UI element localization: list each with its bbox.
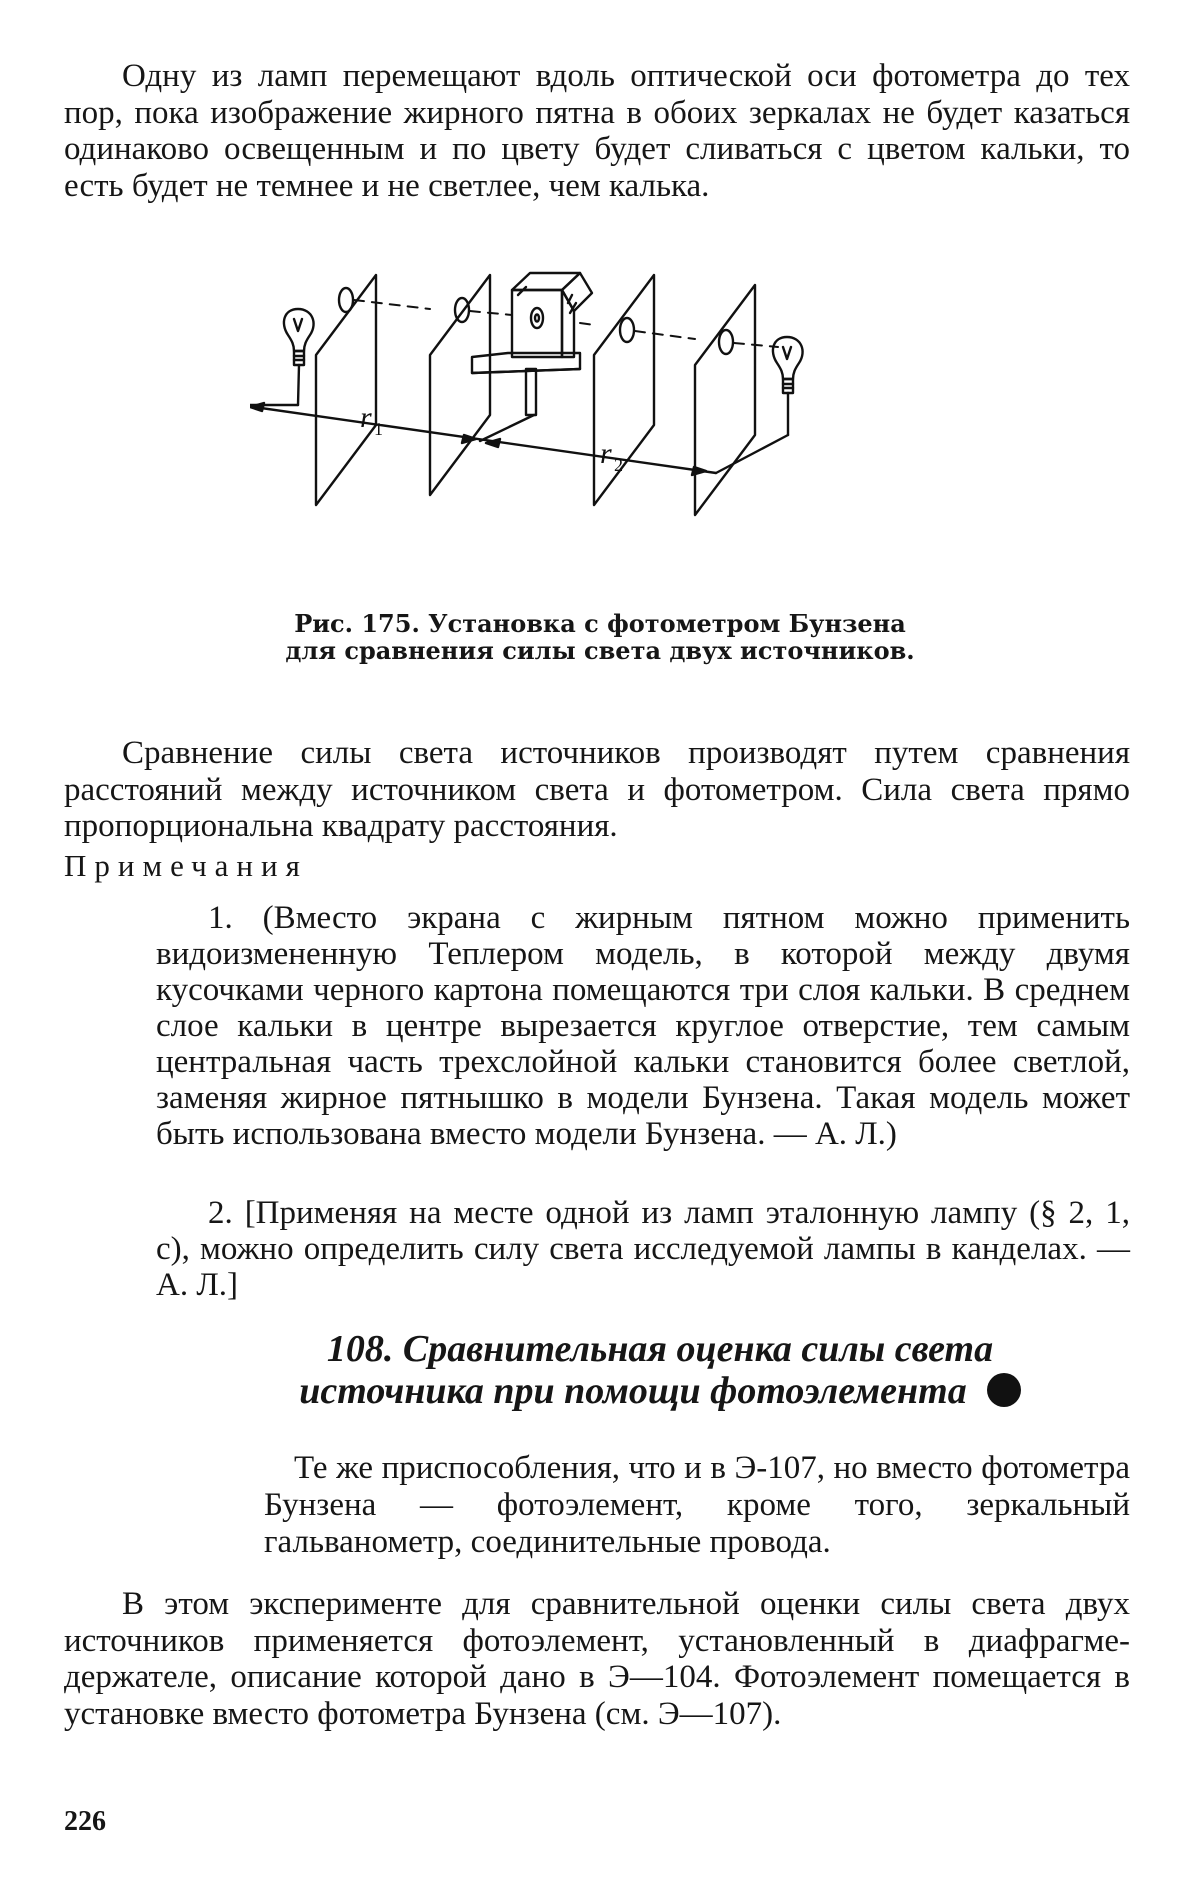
screen-3: [594, 275, 654, 505]
section-heading-line-2-text: источника при помощи фотоэлемента: [299, 1370, 966, 1412]
comparison-paragraph: Сравнение силы света источников производят путем сравнения расстояний между источником света и фотометром. Сила света прямо пропорциональна квадрату расстояния.: [64, 735, 1130, 845]
label-r2: r: [600, 437, 612, 470]
figure-caption: [250, 610, 950, 664]
page-number: 226: [64, 1806, 106, 1838]
figure-caption-line-1: Рис. 175. Установка с фотометром Бунзена: [250, 610, 950, 637]
label-r1: r: [360, 401, 372, 434]
right-lamp-icon: [773, 337, 803, 435]
section-heading-line-2: [240, 1370, 1080, 1412]
figure-caption-line-2: для сравнения силы света двух источников.: [250, 637, 950, 664]
note-2: 2. [Применяя на месте одной из ламп эталонную лампу (§ 2, 1, с), можно определить силу света исследуемой лампы в канделах. — А. Л.]: [156, 1195, 1130, 1303]
notes-heading: Примечания: [64, 848, 308, 884]
bullet-dot-icon: [987, 1373, 1021, 1407]
label-r1-subscript: 1: [374, 419, 383, 439]
section-heading-line-1: 108. Сравнительная оценка силы света: [240, 1328, 1080, 1370]
screen-4: [695, 285, 755, 515]
section-heading: [240, 1328, 1080, 1412]
label-r2-subscript: 2: [614, 455, 623, 475]
screen-2: [430, 275, 490, 495]
book-page: [0, 0, 1200, 1895]
intro-paragraph: Одну из ламп перемещают вдоль оптической оси фотометра до тех пор, пока изображение жирного пятна в обоих зеркалах не будет казаться одинаково освещенным и по цвету будет сливаться с цветом кальки, то есть будет не темнее и не светлее, чем калька.: [64, 58, 1130, 204]
bunsen-photometer-figure: [250, 265, 830, 585]
experiment-paragraph: В этом эксперименте для сравнительной оценки силы света двух источников применяется фотоэлемент, установленный в диафрагме-держателе, описание которой дано в Э—104. Фотоэлемент помещается в установке вместо фотометра Бунзена (см. Э—107).: [64, 1586, 1130, 1732]
equipment-paragraph: Те же приспособления, что и в Э-107, но вместо фотометра Бунзена — фотоэлемент, кроме того, зеркальный гальванометр, соединительные провода.: [264, 1450, 1130, 1561]
screen-1: [316, 275, 376, 505]
left-lamp-icon: [284, 309, 314, 405]
note-1: 1. (Вместо экрана с жирным пятном можно применить видоизмененную Теплером модель, в которой между двумя кусочками черного картона помещаются три слоя кальки. В среднем слое кальки в центре вырезается круглое отверстие, тем самым центральная часть трехслойной кальки становится более светлой, заменяя жирное пятнышко в модели Бунзена. Такая модель может быть использована вместо модели Бунзена. — А. Л.): [156, 900, 1130, 1152]
